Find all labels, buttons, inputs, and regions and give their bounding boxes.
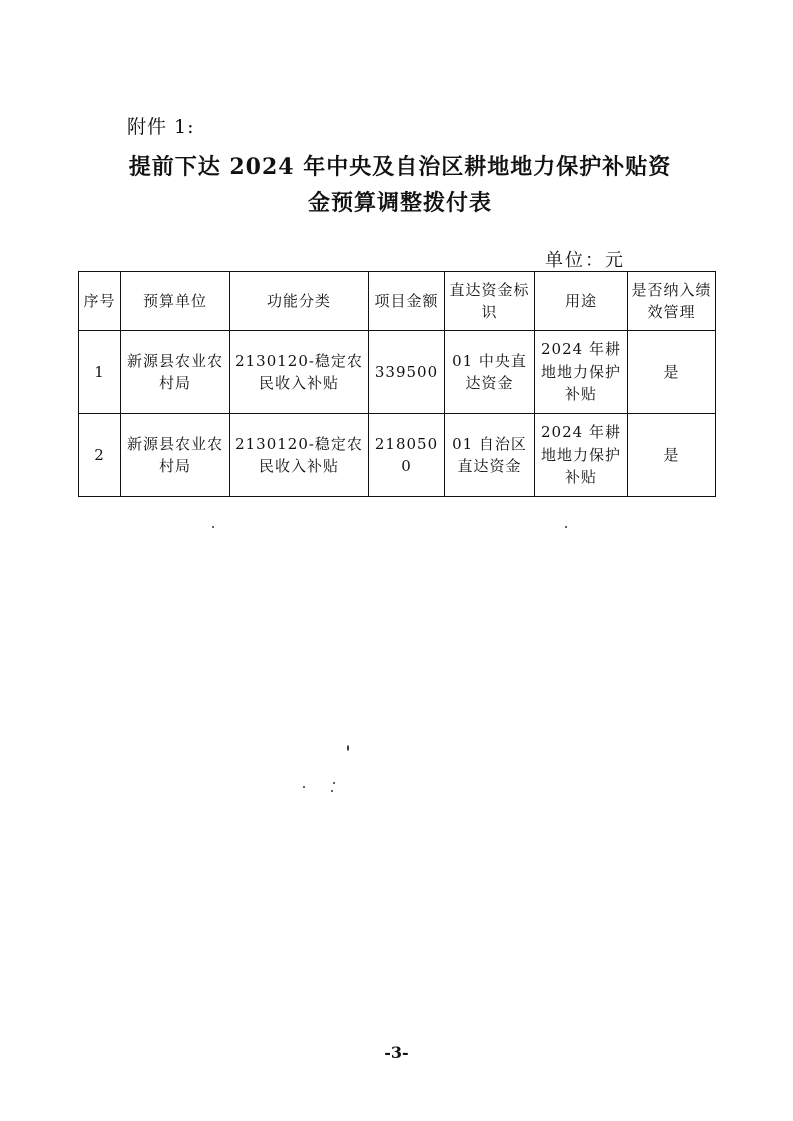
- budget-table: [78, 271, 716, 497]
- header-seq: 序号: [79, 272, 121, 331]
- scan-speck: [331, 790, 333, 792]
- cell-fund-flag: 01 中央直达资金: [445, 331, 535, 414]
- scan-speck: [347, 745, 349, 751]
- header-fund-flag: 直达资金标识: [445, 272, 535, 331]
- cell-seq: 2: [79, 414, 121, 497]
- cell-function-category: 2130120-稳定农民收入补贴: [230, 331, 369, 414]
- header-function-category: 功能分类: [230, 272, 369, 331]
- cell-purpose: 2024 年耕地地力保护补贴: [535, 331, 628, 414]
- table-row: [79, 414, 716, 497]
- scan-speck: [303, 786, 305, 788]
- header-amount: 项目金额: [369, 272, 445, 331]
- scan-speck: [212, 526, 214, 528]
- cell-seq: 1: [79, 331, 121, 414]
- table-row: [79, 331, 716, 414]
- cell-budget-unit: 新源县农业农村局: [121, 414, 230, 497]
- cell-fund-flag: 01 自治区直达资金: [445, 414, 535, 497]
- cell-budget-unit: 新源县农业农村局: [121, 331, 230, 414]
- document-title-line-2: 金预算调整拨付表: [307, 190, 492, 216]
- document-title-line-1: 提前下达 2024 年中央及自治区耕地地力保护补贴资: [128, 154, 672, 180]
- cell-amount: 339500: [369, 331, 445, 414]
- header-performance: 是否纳入绩效管理: [628, 272, 716, 331]
- cell-performance: 是: [628, 414, 716, 497]
- unit-label: 单位：元: [545, 250, 625, 271]
- scan-speck: [333, 782, 335, 784]
- attachment-label: 附件 1:: [127, 116, 195, 138]
- cell-amount: 2180500: [369, 414, 445, 497]
- header-purpose: 用途: [535, 272, 628, 331]
- scan-speck: [565, 526, 567, 528]
- cell-purpose: 2024 年耕地地力保护补贴: [535, 414, 628, 497]
- page-number: -3-: [384, 1043, 409, 1062]
- cell-function-category: 2130120-稳定农民收入补贴: [230, 414, 369, 497]
- table-header-row: [79, 272, 716, 331]
- header-budget-unit: 预算单位: [121, 272, 230, 331]
- cell-performance: 是: [628, 331, 716, 414]
